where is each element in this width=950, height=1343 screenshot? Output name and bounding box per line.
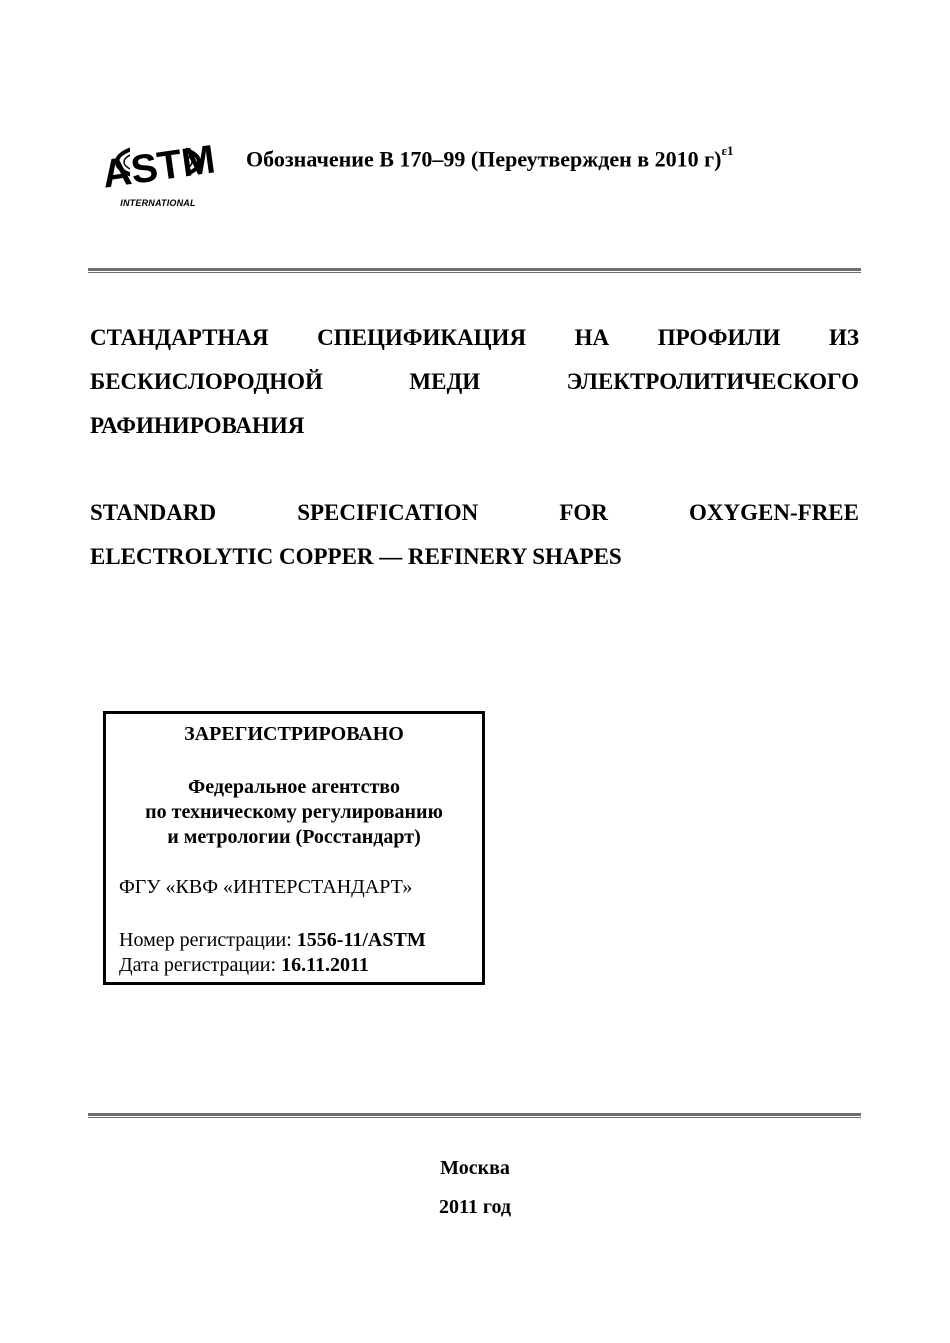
registration-number-label: Номер регистрации:: [119, 929, 292, 951]
title-en-word: FOR: [559, 500, 608, 525]
title-en-word: SPECIFICATION: [297, 500, 479, 525]
title-ru-word: РАФИНИРОВАНИЯ: [90, 413, 305, 438]
logo-mark-text: ASTM: [99, 137, 218, 197]
title-ru-line: [90, 404, 859, 448]
logo-caption: INTERNATIONAL: [120, 198, 196, 208]
title-english: [90, 491, 859, 579]
title-en-line: [90, 535, 859, 579]
publication-city: Москва: [440, 1157, 510, 1179]
title-ru-word: БЕСКИСЛОРОДНОЙ: [90, 369, 323, 394]
registration-number-value: 1556-11/ASTM: [296, 929, 426, 951]
registration-date: [119, 954, 369, 977]
bottom-divider: [88, 1113, 861, 1118]
title-ru-word: МЕДИ: [409, 369, 481, 394]
title-ru-word: ИЗ: [828, 325, 859, 350]
registration-box: [103, 711, 485, 985]
agency-line: Федеральное агентство: [188, 776, 400, 798]
title-ru-line: [90, 316, 859, 360]
astm-emblem-icon: [99, 126, 218, 198]
standard-designation: [246, 143, 734, 172]
title-ru-word: НА: [574, 325, 610, 350]
agency-line: по техническому регулированию: [145, 801, 443, 823]
registration-agency: [106, 775, 482, 850]
publication-year: 2011 год: [438, 1196, 512, 1218]
title-ru-word: ПРОФИЛИ: [657, 325, 781, 350]
top-divider: [88, 268, 861, 273]
designation-superscript: ε1: [721, 143, 734, 158]
title-en-word: STANDARD: [90, 500, 217, 525]
title-ru-line: [90, 360, 859, 404]
registration-date-value: 16.11.2011: [281, 954, 369, 976]
title-ru-word: СПЕЦИФИКАЦИЯ: [317, 325, 527, 350]
agency-line: и метрологии (Росстандарт): [167, 826, 421, 848]
title-russian: [90, 316, 859, 448]
designation-text: Обозначение В 170–99 (Переутвержден в 2010 г): [246, 146, 722, 172]
title-ru-word: СТАНДАРТНАЯ: [90, 325, 269, 350]
astm-logo: [99, 126, 218, 212]
title-en-line: [90, 491, 859, 535]
registration-number: [119, 929, 426, 952]
registration-date-label: Дата регистрации:: [119, 954, 277, 976]
registration-organization: ФГУ «КВФ «ИНТЕРСТАНДАРТ»: [119, 876, 413, 898]
title-en-word: ELECTROLYTIC COPPER — REFINERY SHAPES: [90, 544, 622, 569]
registration-heading: ЗАРЕГИСТРИРОВАНО: [184, 723, 404, 745]
title-en-word: OXYGEN-FREE: [689, 500, 859, 525]
title-ru-word: ЭЛЕКТРОЛИТИЧЕСКОГО: [566, 369, 859, 394]
